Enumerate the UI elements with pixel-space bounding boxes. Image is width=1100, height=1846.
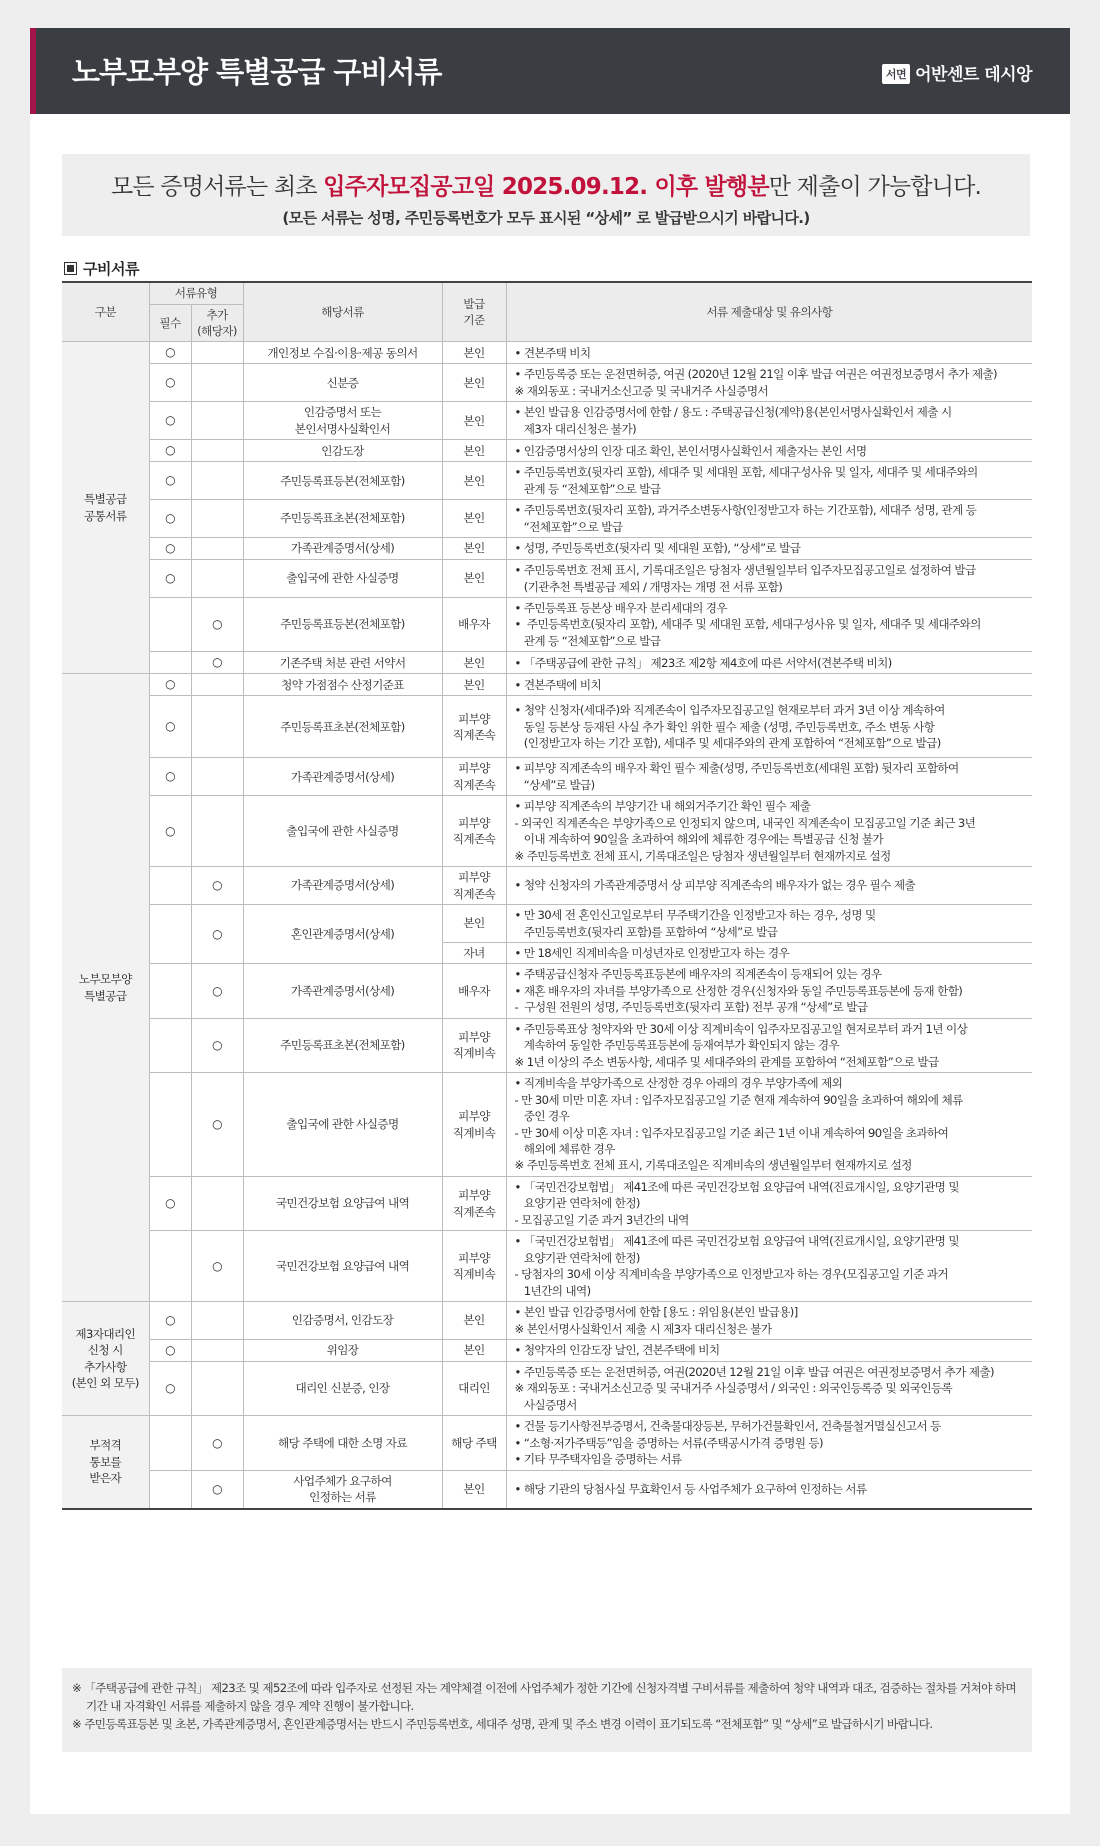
notes-cell: • 해당 기관의 당첨사실 무효확인서 등 사업주체가 요구하여 인정하는 서류 — [506, 1470, 1032, 1508]
issue-basis: 본인 — [442, 364, 506, 402]
notes-cell: • 주민등록증 또는 운전면허증, 여권 (2020년 12월 21일 이후 발급 여권은 여권정보증명서 추가 제출) ※ 재외동포 : 국내거소신고증 및 국내거주 사실증명서 — [506, 364, 1032, 402]
additional-mark — [191, 402, 243, 440]
header-required: 필수 — [149, 304, 191, 342]
issue-basis: 본인 — [442, 538, 506, 560]
document-name: 인감도장 — [243, 440, 442, 462]
notice-text-pre: 모든 증명서류는 최초 — [110, 174, 324, 200]
required-mark: ○ — [149, 758, 191, 796]
header-doc-type: 서류유형 — [149, 282, 243, 304]
additional-mark — [191, 342, 243, 364]
category-cell: 부적격 통보를 받은자 — [62, 1416, 149, 1509]
table-row — [62, 867, 1032, 905]
issue-basis: 배우자 — [442, 598, 506, 652]
required-mark: ○ — [149, 1302, 191, 1340]
required-mark: ○ — [149, 402, 191, 440]
notes-cell: • 피부양 직계존속의 배우자 확인 필수 제출(성명, 주민등록번호(세대원 포함) 뒷자리 포함하여 “상세”로 발급) — [506, 758, 1032, 796]
category-cell: 특별공급 공통서류 — [62, 342, 149, 674]
document-name: 위임장 — [243, 1339, 442, 1361]
notes-cell: • 주민등록번호(뒷자리 포함), 세대주 및 세대원 포함, 세대구성사유 및 일자, 세대주 및 세대주와의 관계 등 “전체포함”으로 발급 — [506, 462, 1032, 500]
issue-basis: 본인 — [442, 500, 506, 538]
document-name: 사업주체가 요구하여 인정하는 서류 — [243, 1470, 442, 1508]
document-name: 가족관계증명서(상세) — [243, 758, 442, 796]
table-row — [62, 440, 1032, 462]
additional-mark: ○ — [191, 652, 243, 674]
document-name: 주민등록표등본(전체포함) — [243, 462, 442, 500]
notes-cell: • 성명, 주민등록번호(뒷자리 및 세대원 포함), “상세”로 발급 — [506, 538, 1032, 560]
brand-logo — [882, 60, 1032, 85]
additional-mark — [191, 462, 243, 500]
notes-cell: • 주민등록번호(뒷자리 포함), 과거주소변동사항(인정받고자 하는 기간포함), 세대주 성명, 관계 등 “전체포함”으로 발급 — [506, 500, 1032, 538]
section-title: 구비서류 — [83, 260, 139, 278]
required-mark: ○ — [149, 696, 191, 758]
table-row — [62, 1339, 1032, 1361]
issue-basis: 본인 — [442, 1339, 506, 1361]
document-name: 주민등록표초본(전체포함) — [243, 500, 442, 538]
document-name: 출입국에 관한 사실증명 — [243, 796, 442, 867]
brand-tag: 서면 — [882, 64, 910, 84]
required-mark: ○ — [149, 538, 191, 560]
notes-cell: • 주민등록표 등본상 배우자 분리세대의 경우 • 주민등록번호(뒷자리 포함), 세대주 및 세대원 포함, 세대구성사유 및 일자, 세대주 및 세대주와의 관계 등 “전체포함”으로 발급 — [506, 598, 1032, 652]
table-row — [62, 674, 1032, 696]
issue-basis: 본인 — [442, 402, 506, 440]
document-name: 인감증명서, 인감도장 — [243, 1302, 442, 1340]
additional-mark — [191, 1176, 243, 1230]
issue-basis: 피부양 직계존속 — [442, 1176, 506, 1230]
document-name: 주민등록표초본(전체포함) — [243, 696, 442, 758]
document-name: 혼인관계증명서(상세) — [243, 905, 442, 964]
notes-cell: • 「국민건강보험법」 제41조에 따른 국민건강보험 요양급여 내역(진료개시일, 요양기관명 및 요양기관 연락처에 한정) - 모집공고일 기준 과거 3년간의 내역 — [506, 1176, 1032, 1230]
required-mark — [149, 1416, 191, 1470]
additional-mark — [191, 538, 243, 560]
table-row — [62, 1302, 1032, 1340]
issue-basis: 피부양 직계비속 — [442, 1018, 506, 1072]
additional-mark — [191, 560, 243, 598]
table-row — [62, 598, 1032, 652]
notes-cell: • 피부양 직계존속의 부양기간 내 해외거주기간 확인 필수 제출 - 외국인 직계존속은 부양가족으로 인정되지 않으며, 내국인 직계존속이 모집공고일 기준 최근 3년 이내 계속하여 90일을 초과하여 해외에 체류한 경우에는 특별공급 신청 불가 ※ 주민등록번호 전체 표시, 기록대조일은 당첨자 생년월일부터 현재까지로 설정 — [506, 796, 1032, 867]
table-row — [62, 500, 1032, 538]
required-mark: ○ — [149, 796, 191, 867]
additional-mark: ○ — [191, 1470, 243, 1508]
required-mark — [149, 905, 191, 964]
issue-basis: 자녀 — [442, 942, 506, 963]
additional-mark — [191, 674, 243, 696]
notes-cell: • 주민등록번호 전체 표시, 기록대조일은 당첨자 생년월일부터 입주자모집공고일로 설정하여 발급 (기관추천 특별공급 제외 / 개명자는 개명 전 서류 포함) — [506, 560, 1032, 598]
document-name: 청약 가점점수 산정기준표 — [243, 674, 442, 696]
table-row — [62, 538, 1032, 560]
required-mark — [149, 1073, 191, 1177]
document-name: 가족관계증명서(상세) — [243, 538, 442, 560]
notes-cell: • 주택공급신청자 주민등록표등본에 배우자의 직계존속이 등재되어 있는 경우 • 재혼 배우자의 자녀를 부양가족으로 산정한 경우(신청자와 동일 주민등록표등본에 등재 한함) - 구성원 전원의 성명, 주민등록번호(뒷자리 포함) 전부 공개 “상세”로 발급 — [506, 964, 1032, 1018]
notes-cell: • 인감증명서상의 인장 대조 확인, 본인서명사실확인서 제출자는 본인 서명 — [506, 440, 1032, 462]
notice-text-post: 만 제출이 가능합니다. — [768, 174, 982, 200]
header-additional: 추가 (해당자) — [191, 304, 243, 342]
required-mark: ○ — [149, 462, 191, 500]
additional-mark: ○ — [191, 1018, 243, 1072]
issue-basis: 해당 주택 — [442, 1416, 506, 1470]
table-row — [62, 964, 1032, 1018]
table-row — [62, 402, 1032, 440]
required-mark: ○ — [149, 440, 191, 462]
additional-mark — [191, 364, 243, 402]
notes-cell: • 청약 신청자의 가족관계증명서 상 피부양 직계존속의 배우자가 없는 경우 필수 제출 — [506, 867, 1032, 905]
additional-mark — [191, 440, 243, 462]
required-mark — [149, 652, 191, 674]
required-mark: ○ — [149, 560, 191, 598]
header-issue-basis: 발급 기준 — [442, 282, 506, 342]
issue-basis: 피부양 직계존속 — [442, 867, 506, 905]
issue-basis: 본인 — [442, 674, 506, 696]
header-bar — [30, 28, 1070, 114]
header-notes: 서류 제출대상 및 유의사항 — [506, 282, 1032, 342]
issue-basis: 피부양 직계존속 — [442, 796, 506, 867]
notice-line-2: (모든 서류는 성명, 주민등록번호가 모두 표시된 “상세” 로 발급받으시기 바랍니다.) — [282, 209, 810, 227]
footer-notes — [62, 1668, 1032, 1752]
issue-basis: 본인 — [442, 462, 506, 500]
notes-cell: • 주민등록표상 청약자와 만 30세 이상 직계비속이 입주자모집공고일 현저로부터 과거 1년 이상 계속하여 동일한 주민등록표등본에 등재여부가 확인되지 않는 경우 ※ 1년 이상의 주소 변동사항, 세대주 및 세대주와의 관계를 포함하여 “전체포함”으로 발급 — [506, 1018, 1032, 1072]
document-name: 대리인 신분증, 인장 — [243, 1361, 442, 1415]
notes-cell: • 만 18세인 직계비속을 미성년자로 인정받고자 하는 경우 — [506, 942, 1032, 963]
required-mark: ○ — [149, 674, 191, 696]
document-name: 국민건강보험 요양급여 내역 — [243, 1231, 442, 1302]
table-row — [62, 1416, 1032, 1470]
notes-cell: • 견본주택에 비치 — [506, 674, 1032, 696]
notes-cell: • 「국민건강보험법」 제41조에 따른 국민건강보험 요양급여 내역(진료개시일, 요양기관명 및 요양기관 연락처에 한정) - 당첨자의 30세 이상 직계비속을 부양가족으로 인정받고자 하는 경우(모집공고일 기준 과거 1년간의 내역) — [506, 1231, 1032, 1302]
notes-cell: • 주민등록증 또는 운전면허증, 여권(2020년 12월 21일 이후 발급 여권은 여권정보증명서 추가 제출) ※ 재외동포 : 국내거소신고증 및 국내거주 사실증명서 / 외국인 : 외국인등록증 및 외국인등록 사실증명서 — [506, 1361, 1032, 1415]
header-document: 해당서류 — [243, 282, 442, 342]
documents-table — [62, 281, 1032, 1510]
issue-basis: 피부양 직계비속 — [442, 1073, 506, 1177]
required-mark — [149, 964, 191, 1018]
document-name: 주민등록표등본(전체포함) — [243, 598, 442, 652]
category-cell: 제3자대리인 신청 시 추가사항 (본인 외 모두) — [62, 1302, 149, 1416]
table-row — [62, 1176, 1032, 1230]
required-mark — [149, 867, 191, 905]
issue-basis: 본인 — [442, 560, 506, 598]
page — [30, 28, 1070, 1814]
required-mark: ○ — [149, 500, 191, 538]
notice-box — [62, 154, 1030, 236]
square-bullet-icon — [64, 262, 77, 275]
documents-table-body — [62, 342, 1032, 1509]
table-row — [62, 1470, 1032, 1508]
additional-mark — [191, 1361, 243, 1415]
issue-basis: 대리인 — [442, 1361, 506, 1415]
document-name: 주민등록표초본(전체포함) — [243, 1018, 442, 1072]
notes-cell: • 본인 발급 인감증명서에 한함 [용도 : 위임용(본인 발급용)] ※ 본인서명사실확인서 제출 시 제3자 대리신청은 불가 — [506, 1302, 1032, 1340]
document-name: 개인정보 수집·이용·제공 동의서 — [243, 342, 442, 364]
additional-mark: ○ — [191, 867, 243, 905]
document-name: 가족관계증명서(상세) — [243, 964, 442, 1018]
required-mark — [149, 1231, 191, 1302]
document-name: 기존주택 처분 관련 서약서 — [243, 652, 442, 674]
issue-basis: 본인 — [442, 905, 506, 943]
required-mark — [149, 598, 191, 652]
required-mark — [149, 1018, 191, 1072]
document-name: 출입국에 관한 사실증명 — [243, 560, 442, 598]
additional-mark: ○ — [191, 1416, 243, 1470]
notes-cell: • 본인 발급용 인감증명서에 한함 / 용도 : 주택공급신청(계약)용(본인서명사실확인서 제출 시 제3자 대리신청은 불가) — [506, 402, 1032, 440]
table-row — [62, 1018, 1032, 1072]
notes-cell: • 직계비속을 부양가족으로 산정한 경우 아래의 경우 부양가족에 제외 - 만 30세 미만 미혼 자녀 : 입주자모집공고일 기준 현재 계속하여 90일을 초과하여 해외에 체류 중인 경우 - 만 30세 이상 미혼 자녀 : 입주자모집공고일 기준 최근 1년 이내 계속하여 90일을 초과하여 해외에 체류한 경우 ※ 주민등록번호 전체 표시, 기록대조일은 직계비속의 생년월일부터 현재까지로 설정 — [506, 1073, 1032, 1177]
table-row — [62, 696, 1032, 758]
table-row — [62, 342, 1032, 364]
notice-highlight-date: 입주자모집공고일 2025.09.12. 이후 발행분 — [323, 174, 769, 200]
additional-mark — [191, 1302, 243, 1340]
brand-name: 어반센트 데시앙 — [915, 65, 1032, 85]
required-mark: ○ — [149, 364, 191, 402]
table-row — [62, 796, 1032, 867]
table-row — [62, 1361, 1032, 1415]
required-mark: ○ — [149, 342, 191, 364]
additional-mark — [191, 1339, 243, 1361]
issue-basis: 피부양 직계존속 — [442, 696, 506, 758]
notes-cell: • 청약자의 인감도장 날인, 견본주택에 비치 — [506, 1339, 1032, 1361]
required-mark: ○ — [149, 1339, 191, 1361]
table-row — [62, 758, 1032, 796]
notes-cell: • 만 30세 전 혼인신고일로부터 무주택기간을 인정받고자 하는 경우, 성명 및 주민등록번호(뒷자리 포함)를 포함하여 “상세”로 발급 — [506, 905, 1032, 943]
table-row — [62, 462, 1032, 500]
section-heading — [64, 258, 139, 279]
table-row — [62, 652, 1032, 674]
document-name: 인감증명서 또는 본인서명사실확인서 — [243, 402, 442, 440]
additional-mark — [191, 796, 243, 867]
required-mark — [149, 1470, 191, 1508]
additional-mark — [191, 696, 243, 758]
required-mark: ○ — [149, 1361, 191, 1415]
additional-mark: ○ — [191, 1231, 243, 1302]
notes-cell: • 「주택공급에 관한 규칙」 제23조 제2항 제4호에 따른 서약서(견본주택 비치) — [506, 652, 1032, 674]
table-row — [62, 1073, 1032, 1177]
document-name: 출입국에 관한 사실증명 — [243, 1073, 442, 1177]
additional-mark: ○ — [191, 964, 243, 1018]
additional-mark: ○ — [191, 598, 243, 652]
table-row — [62, 905, 1032, 943]
required-mark: ○ — [149, 1176, 191, 1230]
issue-basis: 배우자 — [442, 964, 506, 1018]
table-row — [62, 364, 1032, 402]
table-row — [62, 560, 1032, 598]
issue-basis: 본인 — [442, 342, 506, 364]
header-category: 구분 — [62, 282, 149, 342]
issue-basis: 본인 — [442, 440, 506, 462]
notes-cell: • 청약 신청자(세대주)와 직계존속이 입주자모집공고일 현재로부터 과거 3년 이상 계속하여 동일 등본상 등재된 사실 추가 확인 위한 필수 제출 (성명, 주민등록번호, 주소 변동 사항 (인정받고자 하는 기간 포함), 세대주 및 세대주와의 관계 포함하여 “전체포함”으로 발급) — [506, 696, 1032, 758]
footer-note-1: ※ 「주택공급에 관한 규칙」 제23조 및 제52조에 따라 입주자로 선정된 자는 계약체결 이전에 사업주체가 정한 기간에 신청자격별 구비서류를 제출하여 청약 내역과 대조, 검증하는 절차를 거쳐야 하며 기간 내 자격확인 서류를 제출하지 않을 경우 계약 진행이 불가합니다. — [72, 1681, 1016, 1713]
document-name: 국민건강보험 요양급여 내역 — [243, 1176, 442, 1230]
additional-mark — [191, 500, 243, 538]
page-title: 노부모부양 특별공급 구비서류 — [72, 55, 442, 89]
issue-basis: 본인 — [442, 1470, 506, 1508]
issue-basis: 피부양 직계비속 — [442, 1231, 506, 1302]
issue-basis: 피부양 직계존속 — [442, 758, 506, 796]
document-name: 해당 주택에 대한 소명 자료 — [243, 1416, 442, 1470]
document-name: 신분증 — [243, 364, 442, 402]
notes-cell: • 견본주택 비치 — [506, 342, 1032, 364]
table-row — [62, 1231, 1032, 1302]
additional-mark: ○ — [191, 905, 243, 964]
category-cell: 노부모부양 특별공급 — [62, 674, 149, 1302]
notice-line-1 — [62, 168, 1030, 201]
additional-mark: ○ — [191, 1073, 243, 1177]
issue-basis: 본인 — [442, 652, 506, 674]
additional-mark — [191, 758, 243, 796]
document-name: 가족관계증명서(상세) — [243, 867, 442, 905]
footer-note-2: ※ 주민등록표등본 및 초본, 가족관계증명서, 혼인관계증명서는 반드시 주민등록번호, 세대주 성명, 관계 및 주소 변경 이력이 표기되도록 “전체포함” 및 “상세”로 발급하시기 바랍니다. — [72, 1716, 933, 1731]
notes-cell: • 건물 등기사항전부증명서, 건축물대장등본, 무허가건물확인서, 건축물철거멸실신고서 등 • “소형·저가주택등”임을 증명하는 서류(주택공시가격 증명원 등) • 기타 무주택자임을 증명하는 서류 — [506, 1416, 1032, 1470]
issue-basis: 본인 — [442, 1302, 506, 1340]
